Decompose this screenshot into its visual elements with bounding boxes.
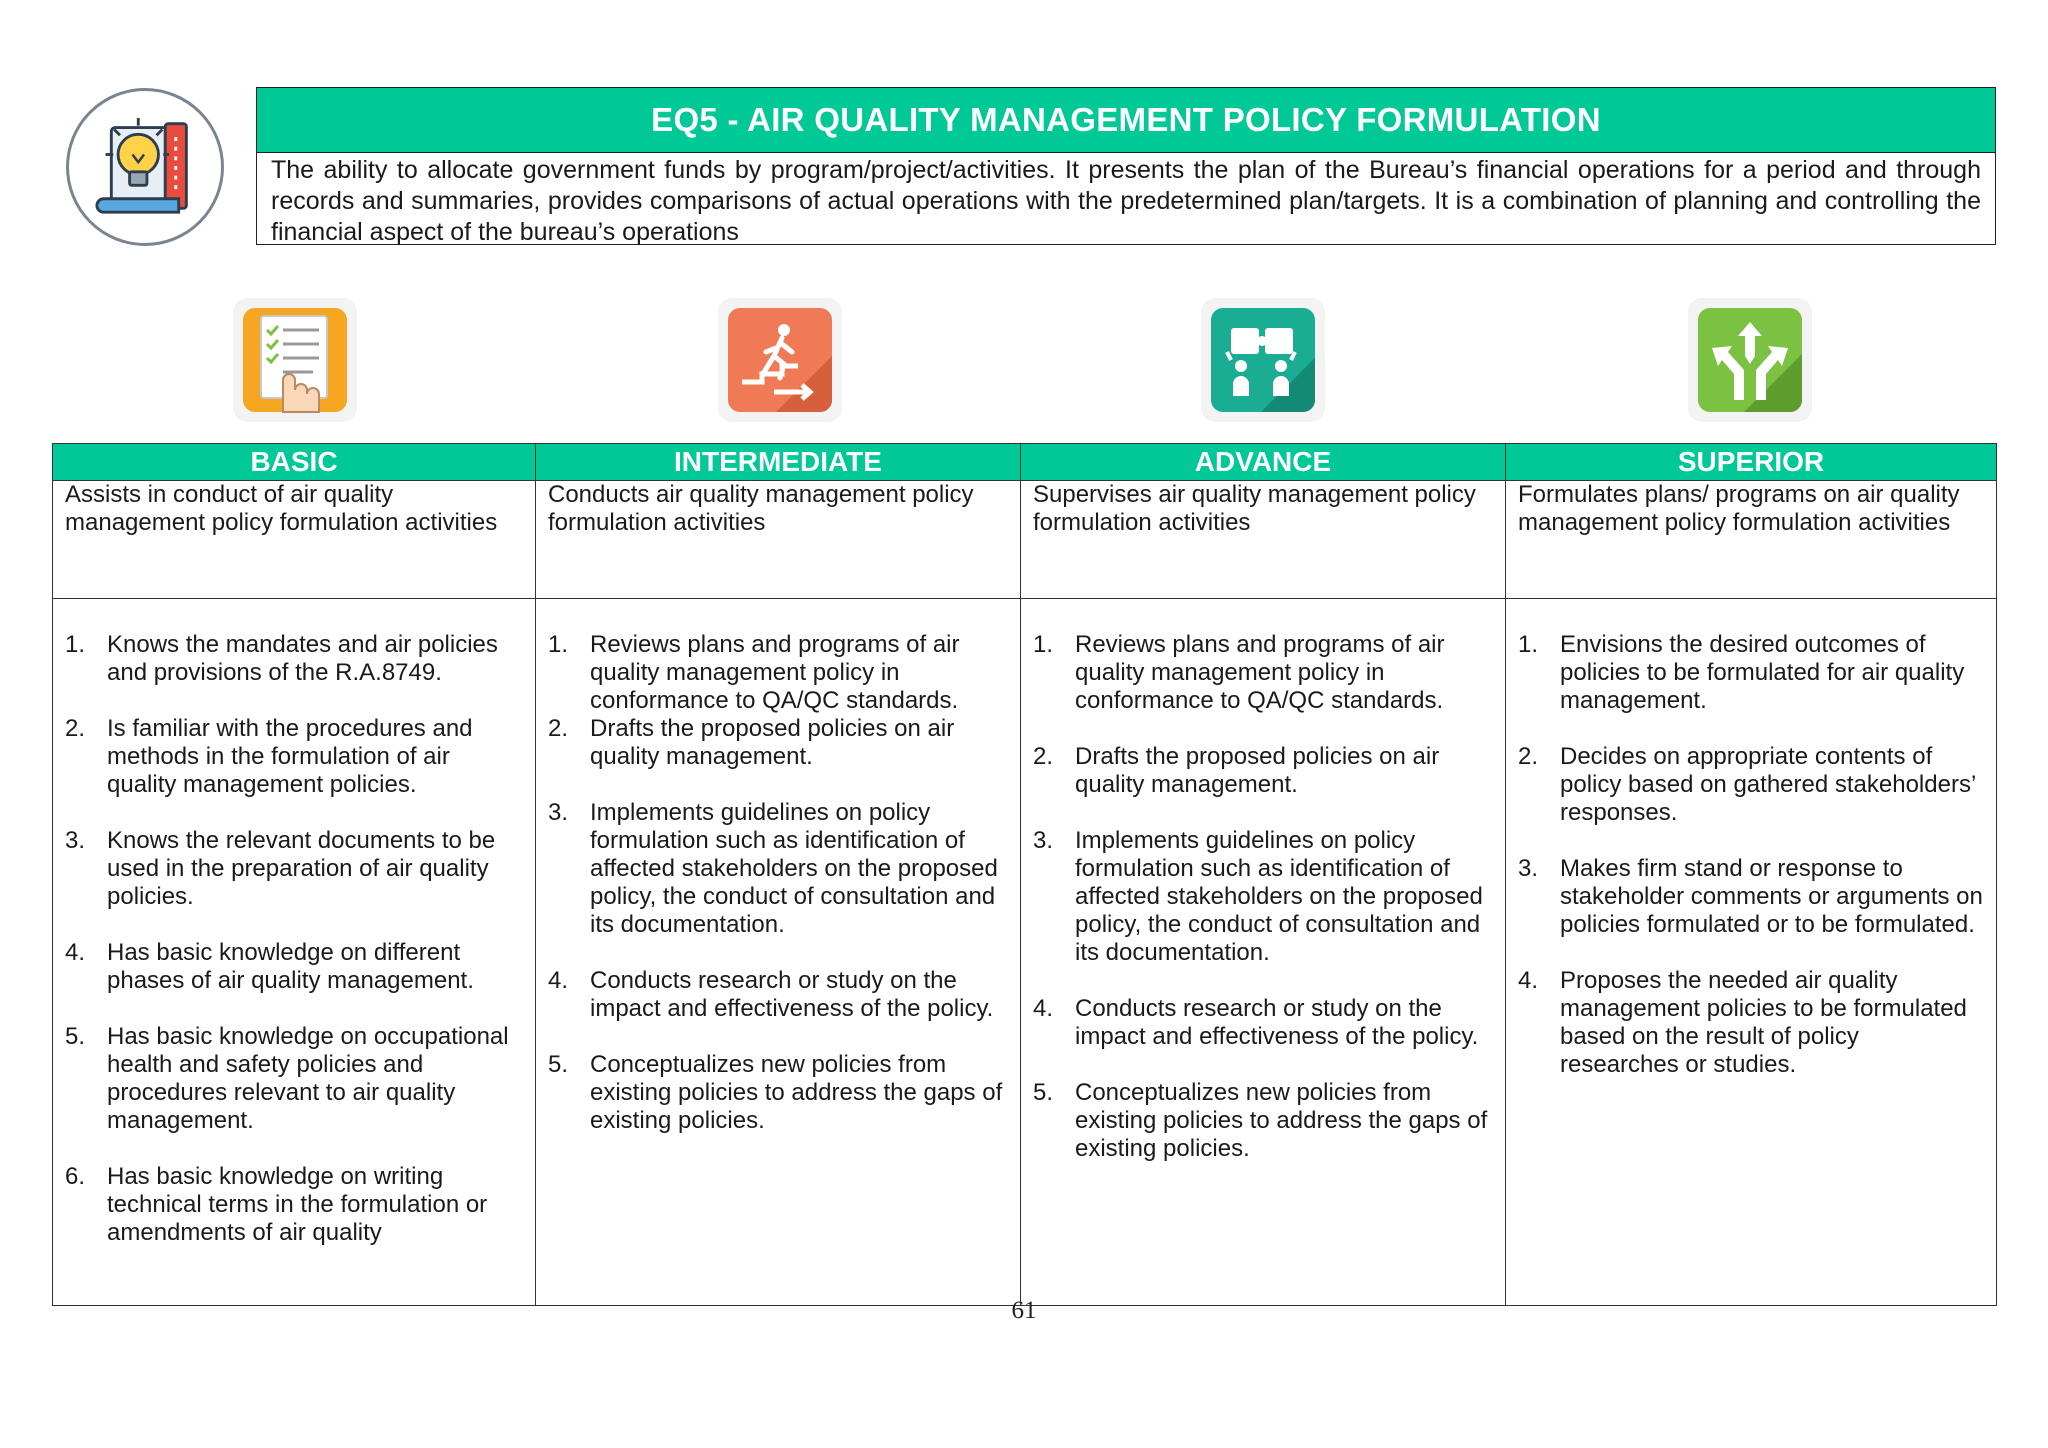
list-item-number: 1.: [1033, 631, 1054, 658]
list-item-text: Proposes the needed air quality management policies to be formulated based on the result of policy researches or studies.: [1560, 967, 1967, 1078]
level-header-intermediate: INTERMEDIATE: [536, 444, 1021, 481]
list-item: [1033, 827, 1493, 967]
page-number: 61: [1011, 1297, 1037, 1324]
list-item-number: 2.: [65, 715, 86, 742]
list-item-text: Conducts research or study on the impact and effectiveness of the policy.: [1075, 995, 1479, 1050]
list-item: [1518, 631, 1984, 715]
list-item: [1518, 743, 1984, 827]
list-item-number: 3.: [1518, 855, 1539, 882]
list-item-text: Makes firm stand or response to stakeholder comments or arguments on policies formulated or to be formulated.: [1560, 855, 1983, 938]
list-item: [1033, 631, 1493, 715]
list-item-number: 5.: [1033, 1079, 1054, 1106]
level-header-basic: BASIC: [53, 444, 536, 481]
list-item-text: Drafts the proposed policies on air quality management.: [590, 715, 955, 770]
list-item-text: Conceptualizes new policies from existing policies to address the gaps of existing policies.: [590, 1051, 1003, 1134]
list-item: [1033, 995, 1493, 1051]
competency-header: [256, 87, 1996, 245]
list-item-number: 6.: [65, 1163, 86, 1190]
list-item-text: Reviews plans and programs of air quality management policy in conformance to QA/QC standards.: [590, 631, 960, 714]
list-item: [548, 631, 1008, 715]
list-item-text: Conducts research or study on the impact and effectiveness of the policy.: [590, 967, 994, 1022]
level-indicators-row: [53, 599, 1997, 1306]
indicator-list: [65, 631, 523, 1247]
list-item-number: 4.: [1033, 995, 1054, 1022]
list-item-text: Implements guidelines on policy formulation such as identification of affected stakeholders on the proposed policy, the conduct of consultation and its documentation.: [1075, 827, 1483, 966]
indicators-intermediate: [536, 599, 1021, 1306]
checklist-icon: [233, 298, 357, 422]
level-header-superior: SUPERIOR: [1506, 444, 1997, 481]
list-item-text: Implements guidelines on policy formulation such as identification of affected stakeholders on the proposed policy, the conduct of consultation and its documentation.: [590, 799, 998, 938]
list-item-text: Knows the mandates and air policies and provisions of the R.A.8749.: [107, 631, 498, 686]
list-item-number: 3.: [1033, 827, 1054, 854]
list-item-number: 4.: [1518, 967, 1539, 994]
list-item-number: 2.: [1518, 743, 1539, 770]
list-item-text: Knows the relevant documents to be used in the preparation of air quality policies.: [107, 827, 496, 910]
list-item: [1518, 967, 1984, 1079]
list-item: [1518, 855, 1984, 939]
list-item: [548, 715, 1008, 771]
list-item-number: 1.: [65, 631, 86, 658]
list-item-number: 3.: [548, 799, 569, 826]
level-summary-intermediate: Conducts air quality management policy formulation activities: [536, 481, 1021, 599]
list-item: [1033, 743, 1493, 799]
list-item: [548, 1051, 1008, 1135]
list-item-number: 4.: [548, 967, 569, 994]
competency-description: The ability to allocate government funds by program/project/activities. It presents the plan of the Bureau’s financial operations for a period and through records and summaries, provides comparisons of actual operations with the predetermined plan/targets. It is a combination of planning and controlling the financial aspect of the bureau’s operations: [271, 156, 1981, 246]
list-item-number: 5.: [548, 1051, 569, 1078]
indicators-superior: [1506, 599, 1997, 1306]
list-item-number: 2.: [548, 715, 569, 742]
list-item-text: Is familiar with the procedures and methods in the formulation of air quality management policies.: [107, 715, 473, 798]
list-item: [548, 799, 1008, 939]
list-item: [65, 1163, 523, 1247]
list-item-number: 1.: [1518, 631, 1539, 658]
teamwork-puzzle-icon: [1201, 298, 1325, 422]
list-item-number: 1.: [548, 631, 569, 658]
direction-arrows-icon: [1688, 298, 1812, 422]
proficiency-levels-table: [52, 443, 1997, 1306]
indicator-list: [548, 631, 1008, 1135]
list-item-text: Reviews plans and programs of air quality management policy in conformance to QA/QC standards.: [1075, 631, 1445, 714]
list-item: [65, 827, 523, 911]
level-summary-superior: Formulates plans/ programs on air quality management policy formulation activities: [1506, 481, 1997, 599]
list-item: [65, 631, 523, 687]
climbing-stairs-icon: [718, 298, 842, 422]
list-item: [65, 715, 523, 799]
list-item-text: Drafts the proposed policies on air quality management.: [1075, 743, 1440, 798]
indicator-list: [1033, 631, 1493, 1163]
list-item-text: Conceptualizes new policies from existing policies to address the gaps of existing policies.: [1075, 1079, 1488, 1162]
list-item-text: Has basic knowledge on occupational health and safety policies and procedures relevant to air quality management.: [107, 1023, 509, 1134]
indicators-advance: [1021, 599, 1506, 1306]
list-item-number: 4.: [65, 939, 86, 966]
level-header-advance: ADVANCE: [1021, 444, 1506, 481]
list-item: [65, 939, 523, 995]
lightbulb-book-icon: [66, 88, 224, 246]
list-item-number: 5.: [65, 1023, 86, 1050]
list-item-text: Has basic knowledge on writing technical terms in the formulation or amendments of air quality: [107, 1163, 488, 1246]
page-title: EQ5 - AIR QUALITY MANAGEMENT POLICY FORMULATION: [257, 88, 1995, 153]
list-item-text: Envisions the desired outcomes of policies to be formulated for air quality management.: [1560, 631, 1965, 714]
list-item: [548, 967, 1008, 1023]
level-header-row: [53, 444, 1997, 481]
level-summary-basic: Assists in conduct of air quality management policy formulation activities: [53, 481, 536, 599]
list-item: [65, 1023, 523, 1135]
list-item-number: 2.: [1033, 743, 1054, 770]
list-item: [1033, 1079, 1493, 1163]
indicator-list: [1518, 631, 1984, 1079]
list-item-text: Has basic knowledge on different phases of air quality management.: [107, 939, 474, 994]
indicators-basic: [53, 599, 536, 1306]
level-summary-row: [53, 481, 1997, 599]
list-item-text: Decides on appropriate contents of policy based on gathered stakeholders’ responses.: [1560, 743, 1976, 826]
level-summary-advance: Supervises air quality management policy formulation activities: [1021, 481, 1506, 599]
list-item-number: 3.: [65, 827, 86, 854]
